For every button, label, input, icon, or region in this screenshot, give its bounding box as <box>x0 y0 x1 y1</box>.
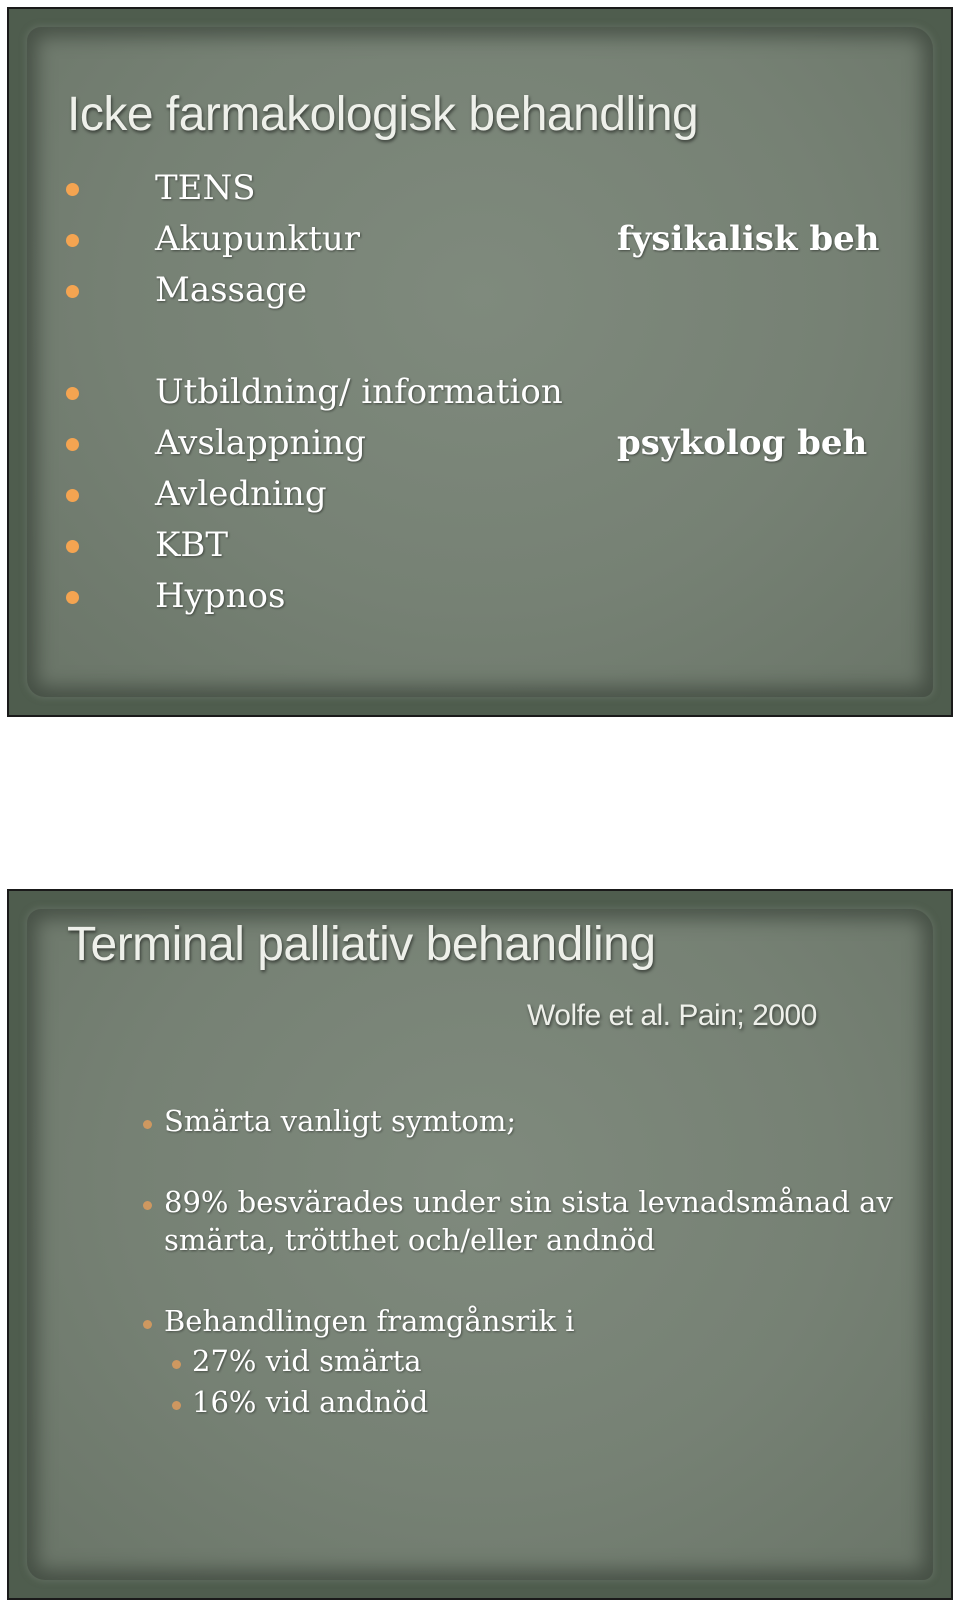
label-fysikalisk-beh: fysikalisk beh <box>617 219 880 259</box>
sub-bullet-16: 16% vid andnöd <box>192 1385 429 1419</box>
bullet-icon <box>66 387 79 400</box>
slide-2 <box>7 889 953 1600</box>
bullet-behandlingen: Behandlingen framgånsrik i <box>164 1304 575 1338</box>
list-item-massage: Massage <box>155 270 308 310</box>
list-item-utbildning: Utbildning/ information <box>155 372 563 412</box>
slide-1 <box>7 7 953 717</box>
list-item-akupunktur: Akupunktur <box>155 219 361 259</box>
reference-citation: Wolfe et al. Pain; 2000 <box>527 999 817 1032</box>
list-item-avledning: Avledning <box>155 474 327 514</box>
sub-bullet-icon <box>172 1401 181 1410</box>
list-item-tens: TENS <box>155 168 256 208</box>
bullet-icon <box>66 234 79 247</box>
bullet-icon <box>143 1201 152 1210</box>
sub-bullet-27: 27% vid smärta <box>192 1344 422 1378</box>
list-item-avslappning: Avslappning <box>155 423 366 463</box>
bullet-89-line2: smärta, trötthet och/eller andnöd <box>164 1223 656 1257</box>
bullet-icon <box>66 489 79 502</box>
bullet-icon <box>66 591 79 604</box>
bullet-89-line1: 89% besvärades under sin sista levnadsmånad av <box>164 1185 893 1219</box>
label-psykolog-beh: psykolog beh <box>617 423 868 463</box>
bullet-smarta: Smärta vanligt symtom; <box>164 1104 517 1138</box>
bullet-icon <box>66 540 79 553</box>
slide-1-title: Icke farmakologisk behandling <box>67 88 699 141</box>
list-item-kbt: KBT <box>155 525 229 565</box>
slide-2-title: Terminal palliativ behandling <box>67 918 656 971</box>
sub-bullet-icon <box>172 1360 181 1369</box>
bullet-icon <box>66 438 79 451</box>
list-item-hypnos: Hypnos <box>155 576 286 616</box>
bullet-icon <box>143 1320 152 1329</box>
bullet-icon <box>143 1120 152 1129</box>
bullet-icon <box>66 285 79 298</box>
bullet-icon <box>66 183 79 196</box>
